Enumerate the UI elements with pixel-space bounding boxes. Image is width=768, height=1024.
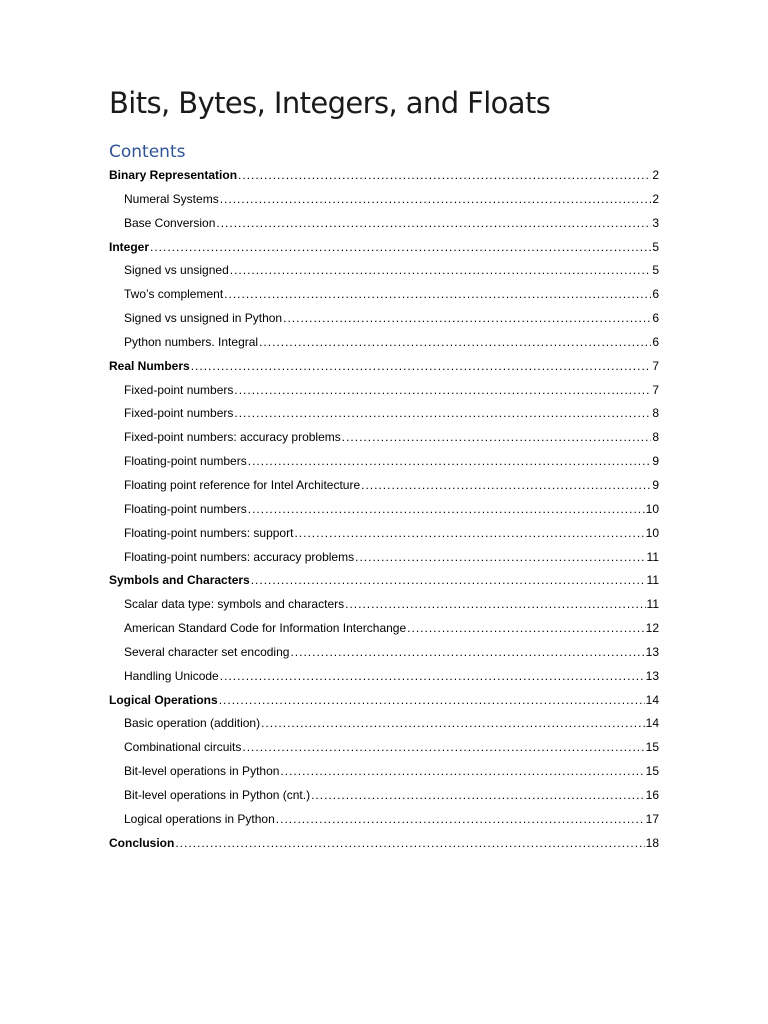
toc-subsection-entry[interactable] [109, 808, 659, 832]
toc-subsection-entry[interactable] [109, 617, 659, 641]
toc-dot-leader [220, 665, 645, 689]
toc-subsection-entry[interactable] [109, 641, 659, 665]
toc-page-number: 15 [645, 740, 659, 755]
toc-dot-leader [150, 236, 651, 260]
toc-dot-leader [191, 355, 652, 379]
toc-entry-label: Basic operation (addition) [124, 716, 261, 731]
toc-entry-label: Logical Operations [109, 692, 218, 707]
toc-entry-label: Floating-point numbers: accuracy problems [124, 549, 355, 564]
toc-entry-label: Fixed-point numbers [124, 382, 234, 397]
toc-entry-label: Bit-level operations in Python (cnt.) [124, 787, 311, 802]
toc-entry-label: Floating-point numbers [124, 454, 247, 469]
toc-dot-leader [242, 736, 644, 760]
toc-page-number: 13 [645, 644, 659, 659]
toc-page-number: 15 [645, 764, 659, 779]
table-of-contents [109, 164, 659, 855]
toc-dot-leader [276, 808, 645, 832]
toc-entry-label: Signed vs unsigned in Python [124, 311, 283, 326]
toc-dot-leader [238, 164, 651, 188]
toc-entry-label: American Standard Code for Information Interchange [124, 621, 407, 636]
toc-dot-leader [290, 641, 644, 665]
toc-section-entry[interactable] [109, 164, 659, 188]
toc-dot-leader [234, 402, 651, 426]
toc-dot-leader [311, 784, 645, 808]
toc-page-number: 11 [646, 573, 659, 588]
toc-page-number: 18 [645, 835, 659, 850]
toc-entry-label: Integer [109, 239, 150, 254]
toc-subsection-entry[interactable] [109, 546, 659, 570]
toc-subsection-entry[interactable] [109, 379, 659, 403]
toc-page-number: 16 [645, 787, 659, 802]
toc-entry-label: Two’s complement [124, 287, 224, 302]
toc-section-entry[interactable] [109, 689, 659, 713]
toc-page-number: 10 [645, 501, 659, 516]
toc-page-number: 8 [652, 406, 659, 421]
toc-page-number: 7 [652, 358, 659, 373]
toc-dot-leader [175, 832, 644, 856]
toc-dot-leader [280, 760, 644, 784]
document-title: Bits, Bytes, Integers, and Floats [109, 86, 551, 120]
toc-page-number: 8 [652, 430, 659, 445]
toc-entry-label: Base Conversion [124, 215, 216, 230]
toc-dot-leader [407, 617, 644, 641]
toc-page-number: 2 [652, 168, 659, 182]
toc-dot-leader [234, 379, 651, 403]
toc-subsection-entry[interactable] [109, 522, 659, 546]
toc-entry-label: Several character set encoding [124, 644, 290, 659]
toc-dot-leader [261, 712, 645, 736]
toc-subsection-entry[interactable] [109, 760, 659, 784]
toc-subsection-entry[interactable] [109, 450, 659, 474]
toc-entry-label: Fixed-point numbers [124, 406, 234, 421]
toc-entry-label: Bit-level operations in Python [124, 764, 280, 779]
toc-page-number: 5 [652, 263, 659, 278]
toc-entry-label: Conclusion [109, 835, 175, 850]
toc-entry-label: Python numbers. Integral [124, 334, 259, 349]
toc-heading: Contents [109, 142, 186, 162]
toc-entry-label: Floating-point numbers [124, 501, 247, 516]
toc-entry-label: Scalar data type: symbols and characters [124, 597, 345, 612]
toc-dot-leader [216, 212, 651, 236]
toc-page-number: 9 [652, 454, 659, 469]
toc-subsection-entry[interactable] [109, 307, 659, 331]
toc-dot-leader [219, 689, 645, 713]
toc-subsection-entry[interactable] [109, 331, 659, 355]
toc-section-entry[interactable] [109, 236, 659, 260]
toc-page-number: 3 [652, 215, 659, 230]
toc-page-number: 6 [652, 311, 659, 326]
toc-subsection-entry[interactable] [109, 283, 659, 307]
toc-dot-leader [224, 283, 651, 307]
toc-dot-leader [283, 307, 651, 331]
toc-page-number: 14 [645, 692, 659, 707]
toc-section-entry[interactable] [109, 355, 659, 379]
toc-subsection-entry[interactable] [109, 402, 659, 426]
toc-entry-label: Symbols and Characters [109, 573, 250, 588]
toc-entry-label: Signed vs unsigned [124, 263, 229, 278]
toc-entry-label: Logical operations in Python [124, 811, 275, 826]
toc-page-number: 12 [645, 621, 659, 636]
toc-dot-leader [259, 331, 651, 355]
toc-entry-label: Fixed-point numbers: accuracy problems [124, 430, 341, 445]
toc-page-number: 10 [645, 525, 659, 540]
toc-page-number: 2 [652, 191, 659, 206]
toc-page-number: 7 [652, 382, 659, 397]
toc-dot-leader [251, 569, 646, 593]
toc-dot-leader [342, 426, 652, 450]
toc-entry-label: Binary Representation [109, 168, 238, 182]
toc-dot-leader [361, 474, 651, 498]
toc-subsection-entry[interactable] [109, 212, 659, 236]
toc-subsection-entry[interactable] [109, 665, 659, 689]
toc-page-number: 13 [645, 668, 659, 683]
toc-page-number: 9 [652, 477, 659, 492]
toc-subsection-entry[interactable] [109, 188, 659, 212]
toc-subsection-entry[interactable] [109, 498, 659, 522]
toc-dot-leader [230, 259, 652, 283]
toc-dot-leader [220, 188, 652, 212]
toc-entry-label: Floating point reference for Intel Architecture [124, 477, 361, 492]
toc-subsection-entry[interactable] [109, 784, 659, 808]
toc-entry-label: Real Numbers [109, 358, 190, 373]
toc-dot-leader [345, 593, 645, 617]
toc-entry-label: Combinational circuits [124, 740, 242, 755]
toc-section-entry[interactable] [109, 569, 659, 593]
toc-entry-label: Floating-point numbers: support [124, 525, 294, 540]
toc-subsection-entry[interactable] [109, 474, 659, 498]
toc-page-number: 6 [652, 334, 659, 349]
toc-subsection-entry[interactable] [109, 712, 659, 736]
toc-subsection-entry[interactable] [109, 593, 659, 617]
toc-subsection-entry[interactable] [109, 259, 659, 283]
toc-subsection-entry[interactable] [109, 426, 659, 450]
toc-dot-leader [294, 522, 644, 546]
toc-page-number: 17 [645, 811, 659, 826]
toc-dot-leader [248, 498, 645, 522]
toc-dot-leader [248, 450, 652, 474]
toc-page-number: 5 [652, 239, 659, 254]
toc-page-number: 11 [646, 597, 659, 612]
toc-page-number: 11 [646, 549, 659, 564]
toc-dot-leader [355, 546, 645, 570]
toc-page-number: 14 [645, 716, 659, 731]
toc-page-number: 6 [652, 287, 659, 302]
toc-entry-label: Numeral Systems [124, 191, 219, 206]
toc-subsection-entry[interactable] [109, 736, 659, 760]
toc-entry-label: Handling Unicode [124, 668, 219, 683]
toc-section-entry[interactable] [109, 832, 659, 856]
